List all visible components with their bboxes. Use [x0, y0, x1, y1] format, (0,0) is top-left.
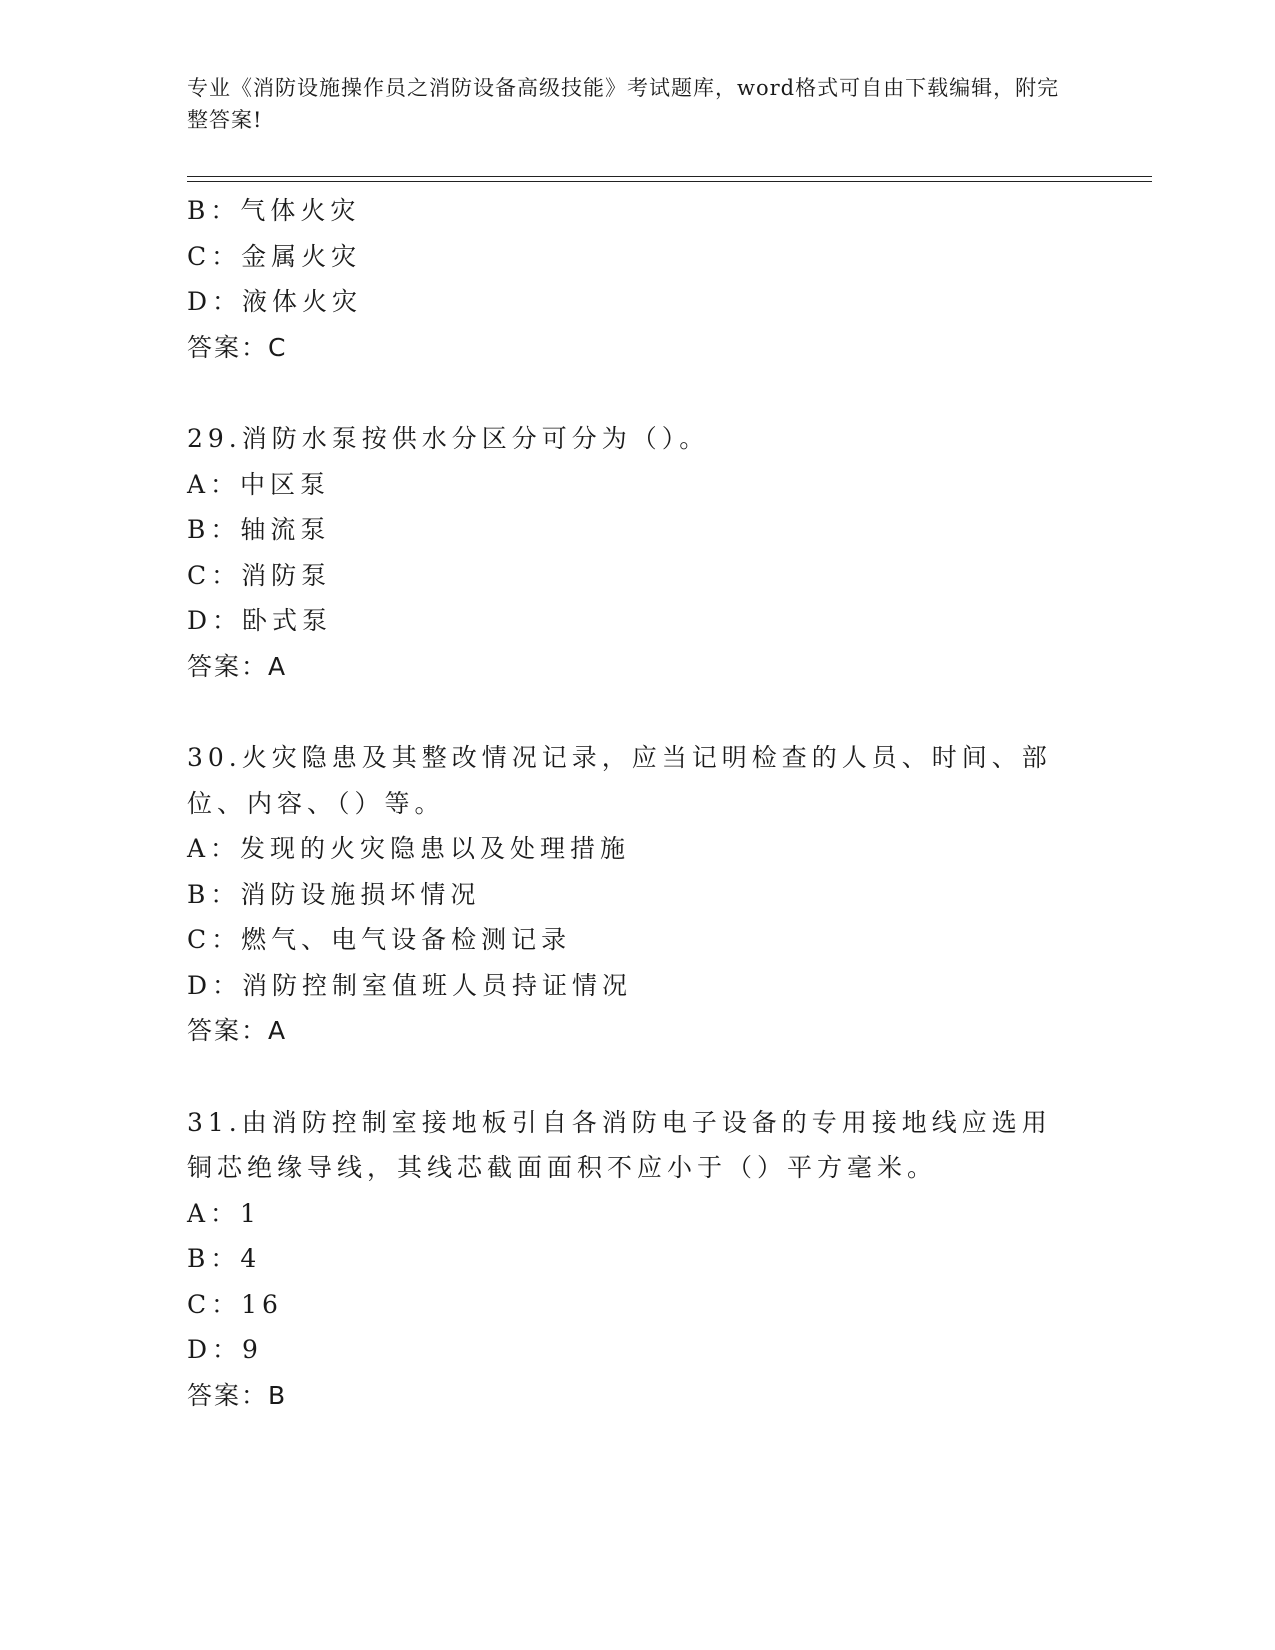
question-28-continuation — [187, 188, 1087, 370]
header-divider-bottom — [187, 181, 1152, 182]
question-stem: 31.由消防控制室接地板引自各消防电子设备的专用接地线应选用铜芯绝缘导线，其线芯截面面积不应小于（）平方毫米。 — [187, 1107, 1052, 1182]
answer-line: 答案：C — [187, 332, 288, 362]
option-d: D：液体火灾 — [187, 287, 363, 316]
answer-line: 答案：A — [187, 1016, 288, 1045]
spacer — [187, 689, 1087, 735]
option-d: D：消防控制室值班人员持证情况 — [187, 970, 633, 1000]
option-a: A：发现的火灾隐患以及处理措施 — [187, 834, 631, 863]
option-a: A：中区泵 — [187, 469, 331, 499]
question-stem: 29.消防水泵按供水分区分可分为（）。 — [187, 424, 710, 453]
option-b: B：气体火灾 — [187, 196, 361, 225]
question-30 — [187, 735, 1087, 1054]
option-c: C：16 — [187, 1289, 283, 1319]
option-c: C：金属火灾 — [187, 241, 362, 271]
question-29 — [187, 416, 1087, 689]
option-a: A：1 — [187, 1198, 261, 1228]
spacer — [187, 1054, 1087, 1100]
option-d: D：9 — [187, 1335, 263, 1364]
option-d: D：卧式泵 — [187, 606, 333, 635]
option-c: C：燃气、电气设备检测记录 — [187, 925, 572, 954]
question-stem: 30.火灾隐患及其整改情况记录，应当记明检查的人员、时间、部位、内容、（）等。 — [187, 743, 1052, 818]
answer-line: 答案：A — [187, 651, 288, 681]
option-b: B：消防设施损坏情况 — [187, 879, 481, 909]
answer-line: 答案：B — [187, 1380, 288, 1410]
option-b: B：4 — [187, 1244, 262, 1273]
option-c: C：消防泵 — [187, 560, 332, 590]
option-b: B：轴流泵 — [187, 515, 331, 544]
question-31 — [187, 1100, 1087, 1419]
document-header: 专业《消防设施操作员之消防设备高级技能》考试题库，word格式可自由下载编辑，附完整答案! — [187, 76, 1060, 132]
spacer — [187, 370, 1087, 416]
header-divider-top — [187, 176, 1152, 177]
document-body — [187, 188, 1087, 1418]
